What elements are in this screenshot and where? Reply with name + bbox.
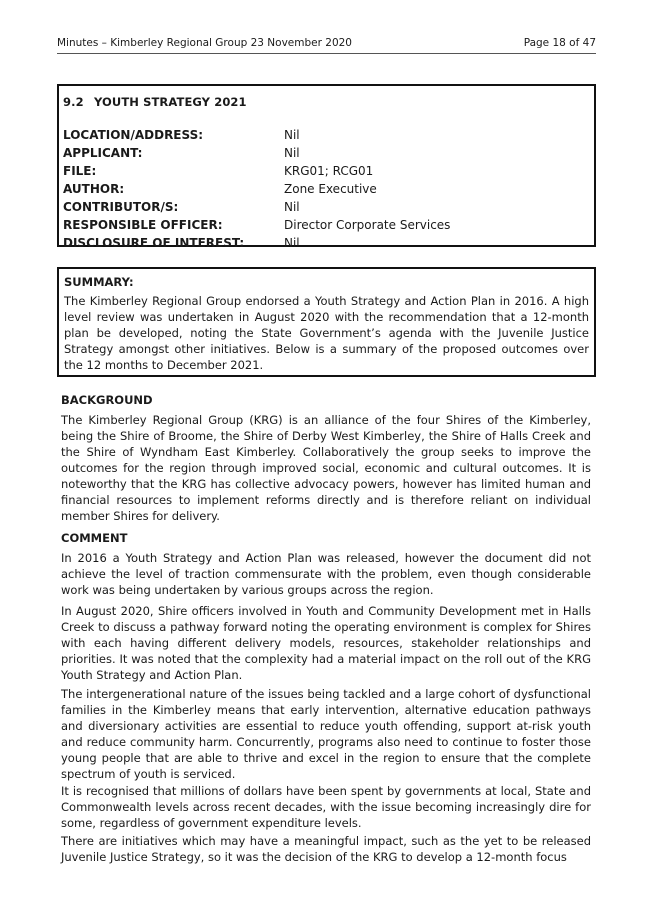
- field-value: Zone Executive: [284, 182, 377, 196]
- document-title: Minutes – Kimberley Regional Group 23 November 2020: [57, 37, 352, 49]
- comment-paragraph: In 2016 a Youth Strategy and Action Plan was released, however the document did not achieve the level of traction commensurate with the problem, even though considerable work was being undertaken by various groups across the region.: [61, 551, 591, 597]
- field-value: KRG01; RCG01: [284, 164, 374, 178]
- info-row-applicant: [63, 146, 590, 164]
- page-header: [57, 37, 596, 54]
- info-row-file: [63, 164, 590, 182]
- info-row-author: [63, 182, 590, 200]
- field-value: Director Corporate Services: [284, 218, 451, 232]
- info-row-disclosure: [63, 236, 590, 254]
- background-text: The Kimberley Regional Group (KRG) is an alliance of the four Shires of the Kimberley, being the Shire of Broome, the Shire of Derby West Kimberley, the Shire of Halls Creek and the Shire of Wyndham East Kimberley. Collaboratively the group seeks to improve the outcomes for the region through improved social, economic and cultural outcomes. It is noteworthy that the KRG has collective advocacy powers, however has limited human and financial resources to implement reforms directly and is therefore reliant on individual member Shires for delivery.: [61, 413, 591, 523]
- field-value: Nil: [284, 236, 300, 250]
- field-label: FILE:: [63, 164, 97, 178]
- item-number: 9.2: [63, 95, 84, 109]
- field-value: Nil: [284, 128, 300, 142]
- comment-paragraph: In August 2020, Shire officers involved in Youth and Community Development met in Halls Creek to discuss a pathway forward noting the operating environment is complex for Shires with each having different delivery models, resources, stakeholder relationships and priorities. It was noted that the complexity had a material impact on the roll out of the KRG Youth Strategy and Action Plan.: [61, 604, 591, 682]
- field-label: DISCLOSURE OF INTEREST:: [63, 236, 245, 250]
- summary-text: The Kimberley Regional Group endorsed a Youth Strategy and Action Plan in 2016. A high level review was undertaken in August 2020 with the recommendation that a 12-month plan be developed, noting the State Government’s agenda with the Juvenile Justice Strategy amongst other initiatives. Below is a summary of the proposed outcomes over the 12 months to December 2021.: [64, 294, 589, 372]
- comment-section: [61, 531, 591, 598]
- comment-paragraph: It is recognised that millions of dollars have been spent by governments at local, State and Commonwealth levels across recent decades, with the issue becoming increasingly dire for some, regardless of government expenditure levels.: [61, 784, 591, 830]
- item-title: YOUTH STRATEGY 2021: [94, 95, 247, 109]
- info-row-location: [63, 128, 590, 146]
- background-heading: BACKGROUND: [61, 393, 153, 407]
- field-label: APPLICANT:: [63, 146, 143, 160]
- page-number: Page 18 of 47: [523, 37, 596, 49]
- field-label: LOCATION/ADDRESS:: [63, 128, 204, 142]
- field-value: Nil: [284, 146, 300, 160]
- comment-heading: COMMENT: [61, 531, 128, 545]
- comment-paragraph: The intergenerational nature of the issues being tackled and a large cohort of dysfunctional families in the Kimberley means that early intervention, alternative education pathways and diversionary activities are essential to reduce youth offending, support at-risk youth and reduce community harm. Concurrently, programs also need to continue to foster those young people that are able to thrive and excel in the region to ensure that the complete spectrum of youth is serviced.: [61, 687, 591, 781]
- agenda-item-box: [57, 84, 596, 250]
- field-label: CONTRIBUTOR/S:: [63, 200, 179, 214]
- summary-heading: SUMMARY:: [64, 275, 134, 289]
- field-label: RESPONSIBLE OFFICER:: [63, 218, 223, 232]
- field-value: Nil: [284, 200, 300, 214]
- field-label: AUTHOR:: [63, 182, 125, 196]
- comment-paragraph: There are initiatives which may have a meaningful impact, such as the yet to be released Juvenile Justice Strategy, so it was the decision of the KRG to develop a 12-month focus: [61, 834, 591, 864]
- summary-box: [57, 267, 596, 377]
- background-section: [61, 393, 591, 524]
- info-row-contributors: [63, 200, 590, 218]
- info-row-responsible-officer: [63, 218, 590, 236]
